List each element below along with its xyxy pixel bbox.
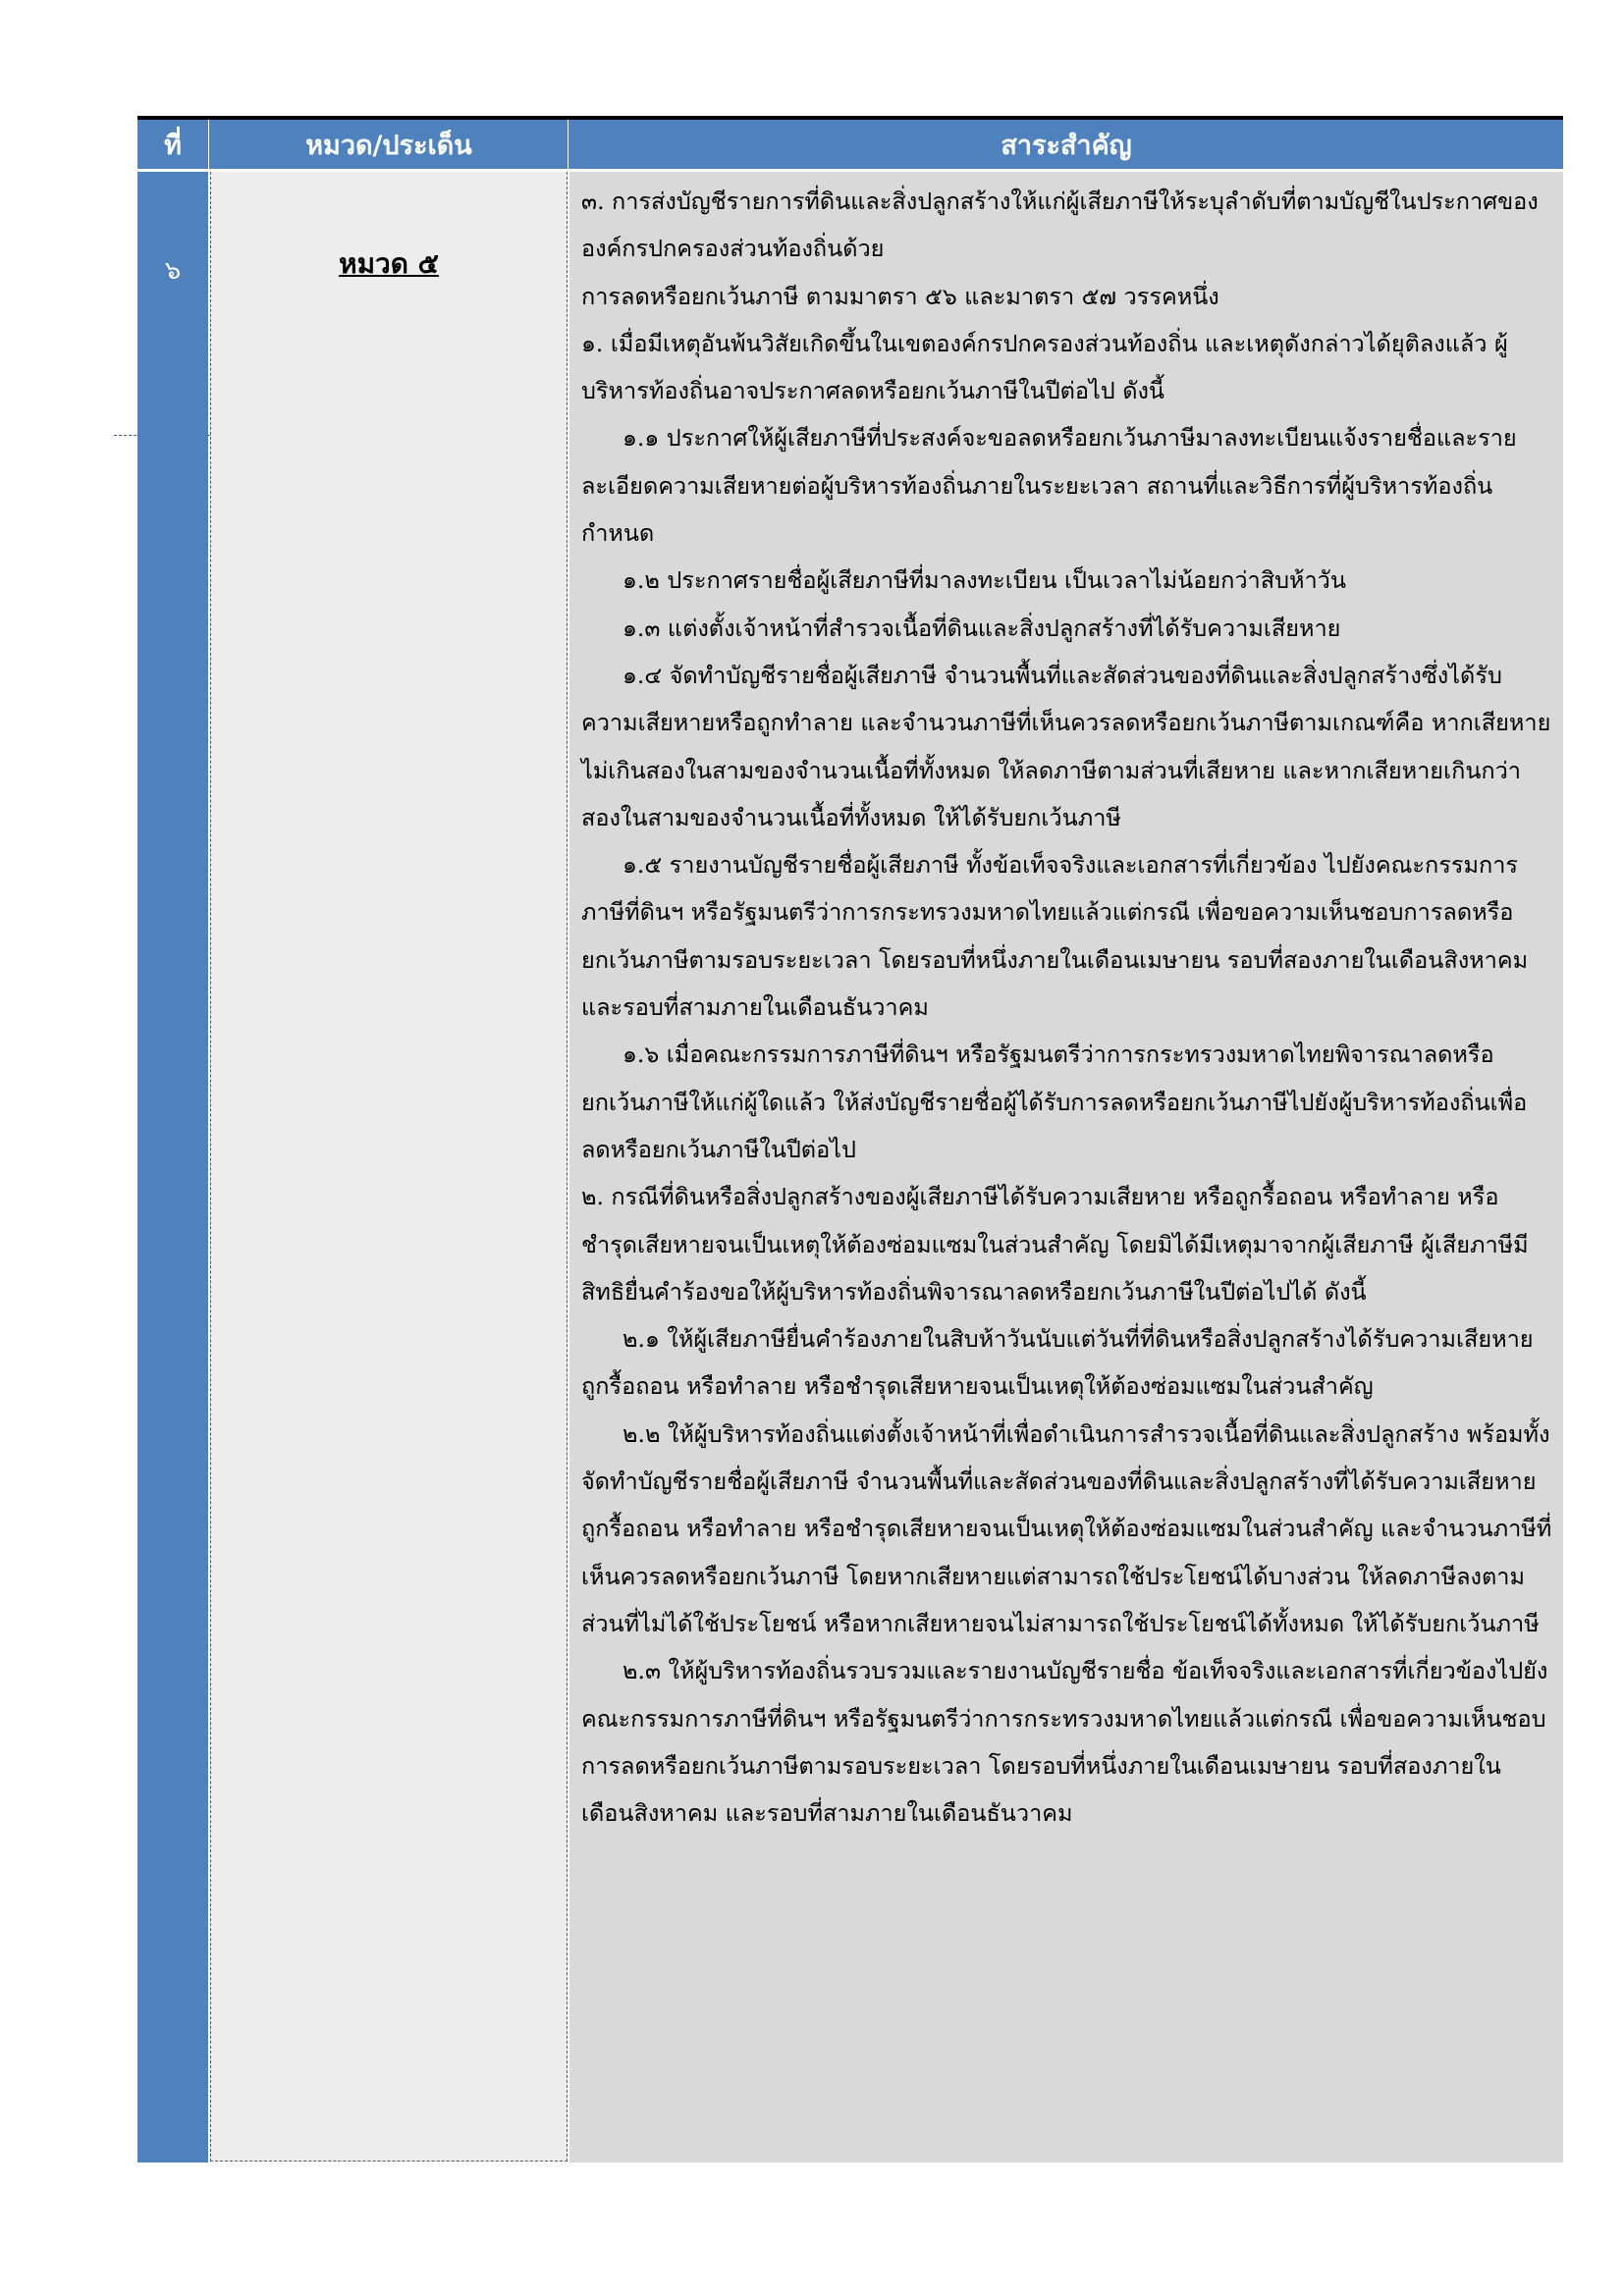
summary-paragraph: ๒. กรณีที่ดินหรือสิ่งปลูกสร้างของผู้เสียภาษีได้รับความเสียหาย หรือถูกรื้อถอน หรือทำลาย หรือชำรุดเสียหายจนเป็นเหตุให้ต้องซ่อมแซมในส่วนสำคัญ โดยมิได้มีเหตุมาจากผู้เสียภาษี ผู้เสียภาษีมีสิทธิยื่นคำร้องขอให้ผู้บริหารท้องถิ่นพิจารณาลดหรือยกเว้นภาษีในปีต่อไปได้ ดังนี้ [581,1183,1529,1306]
summary-content [581,178,1553,1837]
category-cell [210,172,568,2162]
summary-paragraph: การลดหรือยกเว้นภาษี ตามมาตรา ๕๖ และมาตรา ๕๗ วรรคหนึ่ง [581,282,1219,310]
summary-paragraph: ๑.๖ เมื่อคณะกรรมการภาษีที่ดินฯ หรือรัฐมนตรีว่าการกระทรวงมหาดไทยพิจารณาลดหรือยกเว้นภาษีให้แก่ผู้ใดแล้ว ให้ส่งบัญชีรายชื่อผู้ได้รับการลดหรือยกเว้นภาษีไปยังผู้บริหารท้องถิ่นเพื่อลดหรือยกเว้นภาษีในปีต่อไป [581,1041,1528,1163]
summary-paragraph: ๑. เมื่อมีเหตุอันพ้นวิสัยเกิดขึ้นในเขตองค์กรปกครองส่วนท้องถิ่น และเหตุดังกล่าวได้ยุติลงแล้ว ผู้บริหารท้องถิ่นอาจประกาศลดหรือยกเว้นภาษีในปีต่อไป ดังนี้ [581,329,1508,405]
summary-paragraph: ๒.๒ ให้ผู้บริหารท้องถิ่นแต่งตั้งเจ้าหน้าที่เพื่อดำเนินการสำรวจเนื้อที่ดินและสิ่งปลูกสร้าง พร้อมทั้งจัดทำบัญชีรายชื่อผู้เสียภาษี จำนวนพื้นที่และสัดส่วนของที่ดินและสิ่งปลูกสร้างที่ได้รับความเสียหาย ถูกรื้อถอน หรือทำลาย หรือชำรุดเสียหายจนเป็นเหตุให้ต้องซ่อมแซมในส่วนสำคัญ และจำนวนภาษีที่เห็นควรลดหรือยกเว้นภาษี โดยหากเสียหายแต่สามารถใช้ประโยชน์ได้บางส่วน ให้ลดภาษีลงตามส่วนที่ไม่ได้ใช้ประโยชน์ หรือหากเสียหายจนไม่สามารถใช้ประโยชน์ได้ทั้งหมด ให้ได้รับยกเว้นภาษี [581,1419,1552,1637]
table-header-row [137,120,1563,169]
row-number: ๖ [164,256,182,286]
header-category: หมวด/ประเด็น [208,120,568,169]
summary-paragraph: ๒.๓ ให้ผู้บริหารท้องถิ่นรวบรวมและรายงานบัญชีรายชื่อ ข้อเท็จจริงและเอกสารที่เกี่ยวข้องไปยังคณะกรรมการภาษีที่ดินฯ หรือรัฐมนตรีว่าการกระทรวงมหาดไทยแล้วแต่กรณี เพื่อขอความเห็นชอบการลดหรือยกเว้นภาษีตามรอบระยะเวลา โดยรอบที่หนึ่งภายในเดือนเมษายน รอบที่สองภายในเดือนสิงหาคม และรอบที่สามภายในเดือนธันวาคม [581,1657,1548,1828]
summary-paragraph: ๒.๑ ให้ผู้เสียภาษียื่นคำร้องภายในสิบห้าวันนับแต่วันที่ที่ดินหรือสิ่งปลูกสร้างได้รับความเสียหาย ถูกรื้อถอน หรือทำลาย หรือชำรุดเสียหายจนเป็นเหตุให้ต้องซ่อมแซมในส่วนสำคัญ [581,1325,1534,1401]
table-row [137,172,1563,2163]
summary-cell [569,172,1563,2163]
summary-paragraph: ๑.๑ ประกาศให้ผู้เสียภาษีที่ประสงค์จะขอลดหรือยกเว้นภาษีมาลงทะเบียนแจ้งรายชื่อและรายละเอียดความเสียหายต่อผู้บริหารท้องถิ่นภายในระยะเวลา สถานที่และวิธีการที่ผู้บริหารท้องถิ่นกำหนด [581,424,1517,548]
summary-paragraph: ๑.๒ ประกาศรายชื่อผู้เสียภาษีที่มาลงทะเบียน เป็นเวลาไม่น้อยกว่าสิบห้าวัน [623,566,1346,595]
header-summary: สาระสำคัญ [568,120,1564,169]
row-number-cell [137,172,208,2163]
summary-table [137,116,1563,2165]
summary-paragraph: ๑.๓ แต่งตั้งเจ้าหน้าที่สำรวจเนื้อที่ดินและสิ่งปลูกสร้างที่ได้รับความเสียหาย [623,614,1341,642]
section-title: หมวด ๕ [339,247,439,280]
summary-paragraph: ๑.๔ จัดทำบัญชีรายชื่อผู้เสียภาษี จำนวนพื้นที่และสัดส่วนของที่ดินและสิ่งปลูกสร้างซึ่งได้รับความเสียหายหรือถูกทำลาย และจำนวนภาษีที่เห็นควรลดหรือยกเว้นภาษีตามเกณฑ์คือ หากเสียหายไม่เกินสองในสามของจำนวนเนื้อที่ทั้งหมด ให้ลดภาษีตามส่วนที่เสียหาย และหากเสียหายเกินกว่าสองในสามของจำนวนเนื้อที่ทั้งหมด ให้ได้รับยกเว้นภาษี [581,661,1551,831]
summary-paragraph: ๓. การส่งบัญชีรายการที่ดินและสิ่งปลูกสร้างให้แก่ผู้เสียภาษีให้ระบุลำดับที่ตามบัญชีในประกาศขององค์กรปกครองส่วนท้องถิ่นด้วย [581,187,1539,263]
header-no: ที่ [164,130,182,161]
summary-paragraph: ๑.๕ รายงานบัญชีรายชื่อผู้เสียภาษี ทั้งข้อเท็จจริงและเอกสารที่เกี่ยวข้อง ไปยังคณะกรรมการภาษีที่ดินฯ หรือรัฐมนตรีว่าการกระทรวงมหาดไทยแล้วแต่กรณี เพื่อขอความเห็นชอบการลดหรือยกเว้นภาษีตามรอบระยะเวลา โดยรอบที่หนึ่งภายในเดือนเมษายน รอบที่สองภายในเดือนสิงหาคม และรอบที่สามภายในเดือนธันวาคม [581,851,1529,1022]
